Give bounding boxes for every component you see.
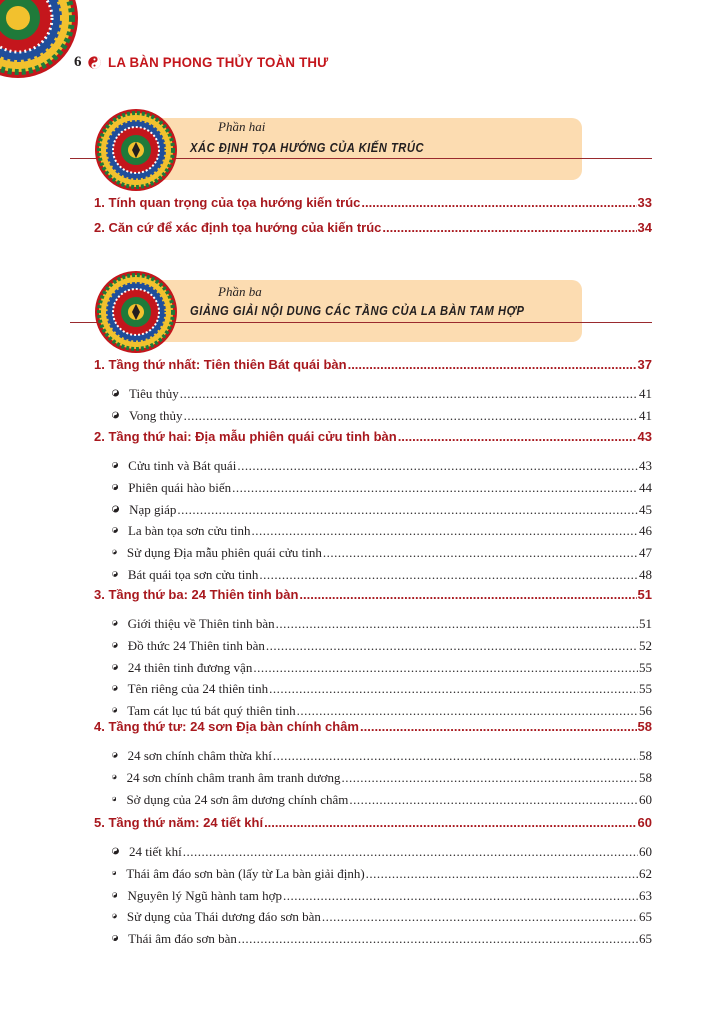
page-header: [74, 52, 340, 72]
dot-leader: [342, 770, 638, 786]
toc-entry-page: 60: [637, 815, 652, 830]
yin-yang-bullet-icon: [112, 568, 118, 580]
toc-entry-title: 5. Tầng thứ năm: 24 tiết khí: [94, 815, 264, 830]
toc-entry-title: 1. Tầng thứ nhất: Tiên thiên Bát quái bàn: [94, 357, 347, 372]
toc-subentry-title: Tên riêng của 24 thiên tinh: [127, 681, 269, 697]
toc-subentry-title: 24 thiên tinh đương vận: [127, 659, 253, 675]
toc-subentry-page: 65: [639, 931, 652, 947]
dot-leader: [273, 748, 638, 764]
toc-subentry[interactable]: [112, 660, 652, 676]
dot-leader: [276, 616, 638, 632]
dot-leader: [266, 638, 638, 654]
toc-subentry-title: Cửu tinh và Bát quái: [128, 458, 237, 473]
toc-entry[interactable]: [94, 719, 652, 734]
toc-subentry-page: 65: [639, 909, 652, 925]
toc-subentry[interactable]: [112, 386, 652, 402]
toc-subentry-page: 41: [639, 407, 652, 423]
section-banner: [70, 270, 652, 360]
toc-subentry[interactable]: [112, 545, 652, 561]
yin-yang-bullet-icon: [112, 409, 119, 421]
toc-subentry[interactable]: [112, 703, 652, 719]
toc-subentry-page: 55: [639, 681, 652, 697]
yin-yang-icon: [88, 56, 101, 69]
compass-medallion-icon: [94, 108, 178, 192]
toc-subentry[interactable]: [112, 792, 652, 808]
toc-entry-page: 34: [637, 220, 652, 235]
toc-subentry[interactable]: [112, 844, 652, 860]
dot-leader: [366, 866, 638, 882]
dot-leader: [297, 703, 638, 719]
toc-entry-title: 2. Căn cứ để xác định tọa hướng của kiến trúc: [94, 220, 382, 235]
toc-subentry-page: 45: [639, 501, 652, 517]
toc-subentry-title: 24 sơn chính châm tranh âm tranh dương: [126, 769, 341, 785]
yin-yang-bullet-icon: [112, 793, 116, 805]
toc-subentry-page: 58: [639, 769, 652, 785]
dot-leader: [232, 480, 638, 496]
yin-yang-bullet-icon: [112, 682, 118, 694]
toc-subentry-page: 56: [639, 703, 652, 719]
dot-leader: [323, 545, 638, 561]
yin-yang-bullet-icon: [112, 771, 117, 783]
toc-subentry-page: 62: [639, 865, 652, 881]
toc-subentry-title: La bàn tọa sơn cửu tinh: [127, 523, 251, 539]
toc-subentry-title: Nguyên lý Ngũ hành tam hợp: [127, 887, 283, 903]
toc-subentry-page: 63: [639, 887, 652, 903]
toc-subentry[interactable]: [112, 748, 652, 764]
yin-yang-bullet-icon: [112, 932, 118, 944]
yin-yang-bullet-icon: [112, 867, 116, 879]
toc-subentry-title: Sử dụng Địa mẫu phiên quái cửu tinh: [126, 545, 322, 561]
toc-subentry[interactable]: [112, 770, 652, 786]
compass-medallion-icon: [94, 270, 178, 354]
dot-leader: [382, 220, 636, 235]
toc-subentry-page: 47: [639, 545, 652, 561]
toc-subentry-title: Phiên quái hào biến: [128, 479, 232, 495]
dot-leader: [238, 931, 638, 947]
toc-subentry[interactable]: [112, 458, 652, 474]
toc-subentry-page: 60: [639, 844, 652, 859]
toc-subentry[interactable]: [112, 638, 652, 654]
toc-subentry[interactable]: [112, 681, 652, 697]
part-title: XÁC ĐỊNH TỌA HƯỚNG CỦA KIẾN TRÚC: [190, 140, 425, 155]
dot-leader: [398, 429, 637, 444]
toc-subentry-page: 48: [639, 567, 652, 582]
toc-subentry-page: 44: [639, 479, 652, 495]
toc-subentry-title: Sử dụng của Thái dương đáo sơn bàn: [126, 909, 321, 925]
toc-subentry[interactable]: [112, 931, 652, 947]
dot-leader: [253, 660, 638, 676]
yin-yang-bullet-icon: [112, 546, 117, 558]
toc-entry-page: 43: [637, 429, 652, 444]
dot-leader: [283, 888, 638, 904]
toc-subentry-title: Thái âm đáo sơn bàn: [128, 931, 237, 947]
part-title: GIẢNG GIẢI NỘI DUNG CÁC TẦNG CỦA LA BÀN TAM HỢP: [190, 303, 525, 318]
dot-leader: [264, 815, 636, 830]
toc-entry[interactable]: [94, 195, 652, 210]
dot-leader: [299, 587, 636, 602]
toc-subentry[interactable]: [112, 616, 652, 632]
book-title: LA BÀN PHONG THỦY TOÀN THƯ: [107, 54, 328, 70]
yin-yang-bullet-icon: [112, 503, 119, 515]
toc-entry[interactable]: [94, 429, 652, 444]
yin-yang-bullet-icon: [112, 481, 118, 493]
yin-yang-bullet-icon: [112, 617, 118, 629]
toc-subentry-title: Thái âm đáo sơn bàn (lấy từ La bàn giải định): [126, 865, 365, 881]
toc-subentry-page: 58: [638, 748, 652, 763]
toc-subentry-page: 55: [639, 659, 652, 675]
toc-entry-page: 51: [637, 587, 652, 602]
page-number: 6: [74, 53, 82, 70]
toc-subentry-page: 43: [639, 458, 652, 473]
dot-leader: [349, 792, 638, 808]
dot-leader: [360, 719, 637, 734]
dot-leader: [259, 567, 638, 583]
toc-entry-title: 2. Tầng thứ hai: Địa mẫu phiên quái cửu tinh bàn: [94, 429, 397, 444]
dot-leader: [348, 357, 637, 372]
toc-subentry[interactable]: [112, 408, 652, 424]
toc-subentry-title: Đồ thức 24 Thiên tinh bàn: [127, 637, 265, 653]
toc-subentry[interactable]: [112, 523, 652, 539]
dot-leader: [322, 909, 638, 925]
dot-leader: [177, 502, 638, 518]
toc-subentry-title: 24 sơn chính châm thừa khí: [127, 748, 272, 763]
toc-entry[interactable]: [94, 587, 652, 602]
toc-subentry-title: Vong thủy: [128, 407, 183, 423]
toc-subentry-page: 60: [639, 791, 652, 807]
toc-subentry-page: 46: [639, 523, 652, 539]
toc-subentry-title: Sở dụng của 24 sơn âm dương chính châm: [126, 791, 349, 807]
yin-yang-bullet-icon: [112, 387, 119, 399]
toc-subentry[interactable]: [112, 866, 652, 882]
dot-leader: [180, 386, 638, 402]
toc-entry-page: 37: [637, 357, 652, 372]
toc-entry[interactable]: [94, 220, 652, 235]
toc-subentry-title: 24 tiết khí: [129, 844, 182, 859]
toc-subentry[interactable]: [112, 567, 652, 583]
toc-entry[interactable]: [94, 815, 652, 830]
part-label: Phần hai: [218, 119, 266, 134]
toc-subentry-title: Tam cát lục tú bát quý thiên tinh: [127, 703, 296, 719]
yin-yang-bullet-icon: [112, 459, 118, 471]
toc-entry-page: 58: [637, 719, 652, 734]
toc-entry-title: 4. Tầng thứ tư: 24 sơn Địa bàn chính châm: [94, 719, 359, 734]
yin-yang-bullet-icon: [112, 749, 118, 761]
dot-leader: [237, 458, 638, 474]
toc-subentry-title: Bát quái tọa sơn cửu tinh: [127, 567, 259, 582]
toc-subentry-title: Nạp giáp: [129, 501, 177, 517]
yin-yang-bullet-icon: [112, 639, 118, 651]
dot-leader: [269, 681, 638, 697]
yin-yang-bullet-icon: [112, 845, 119, 857]
toc-subentry[interactable]: [112, 888, 652, 904]
dot-leader: [252, 523, 638, 539]
toc-subentry-title: Giới thiệu về Thiên tinh bàn: [127, 616, 275, 631]
compass-corner-icon: [0, 0, 80, 80]
yin-yang-bullet-icon: [112, 704, 117, 716]
toc-entry-title: 1. Tính quan trọng của tọa hướng kiến trúc: [94, 195, 361, 210]
dot-leader: [183, 844, 638, 860]
yin-yang-bullet-icon: [112, 524, 118, 536]
dot-leader: [361, 195, 636, 210]
toc-subentry-page: 51: [639, 616, 652, 631]
toc-subentry[interactable]: [112, 480, 652, 496]
toc-subentry-title: Tiêu thủy: [129, 386, 179, 401]
toc-entry-title: 3. Tầng thứ ba: 24 Thiên tinh bàn: [94, 587, 299, 602]
toc-entry-page: 33: [637, 195, 652, 210]
yin-yang-bullet-icon: [112, 889, 117, 901]
toc-subentry[interactable]: [112, 502, 652, 518]
section-banner: [70, 108, 652, 198]
dot-leader: [184, 408, 638, 424]
yin-yang-bullet-icon: [112, 661, 118, 673]
part-label: Phần ba: [218, 284, 262, 299]
yin-yang-bullet-icon: [112, 910, 117, 922]
toc-entry[interactable]: [94, 357, 652, 372]
toc-subentry[interactable]: [112, 909, 652, 925]
toc-subentry-page: 41: [639, 386, 652, 401]
toc-subentry-page: 52: [639, 637, 652, 653]
